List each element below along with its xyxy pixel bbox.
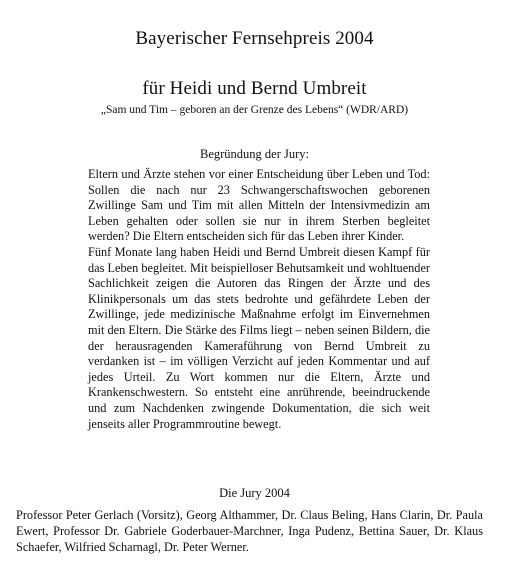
justification-paragraph-2: Fünf Monate lang haben Heidi und Bernd Umbreit diesen Kampf für das Leben begleitet. Mit beispielloser Behutsamkeit und wohltuender Sachlichkeit zeigen die Autoren das Ringen der Ärzte und des Klinikpersonals um das stets bedrohte und gefährdete Leben der Zwillinge, jede medizinische Maßnahme erfolgt im Einvernehmen mit den Eltern. Die Stärke des Films liegt – neben seinen Bildern, die der herausragenden Kameraführung von Bernd Umbreit zu verdanken ist – im völligen Verzicht auf jeden Kommentar und auf jedes Urteil. Zu Wort kommen nur die Eltern, Ärzte und Krankenschwestern. So entsteht eine anrührende, beeindruckende und zum Nachdenken zwingende Dokumentation, die sich weit jenseits aller Programmroutine bewegt. [88, 244, 430, 431]
award-title: Bayerischer Fernsehpreis 2004 [135, 28, 374, 49]
jury-members: Professor Peter Gerlach (Vorsitz), Georg Althammer, Dr. Claus Beling, Hans Clarin, Dr. Paula Ewert, Professor Dr. Gabriele Goderbauer-Marchner, Inga Pudenz, Bettina Sauer, Dr. Klaus Schaefer, Wilfried Scharnagl, Dr. Peter Werner. [16, 508, 483, 554]
award-recipients: für Heidi und Bernd Umbreit [142, 78, 367, 99]
justification-heading: Begründung der Jury: [199, 147, 309, 161]
jury-heading: Die Jury 2004 [219, 486, 290, 500]
justification-text [88, 167, 430, 432]
film-title: „Sam und Tim – geboren an der Grenze des Lebens“ (WDR/ARD) [100, 104, 409, 116]
justification-paragraph-1: Eltern und Ärzte stehen vor einer Entscheidung über Leben und Tod: Sollen die nach nur 23 Schwangerschaftswochen geborenen Zwillinge Sam und Tim mit allen Mitteln der Intensivmedizin am Leben gehalten oder sollen sie nur in ihrem Sterben begleitet werden? Die Eltern entscheiden sich für das Leben ihrer Kinder. [88, 167, 430, 244]
